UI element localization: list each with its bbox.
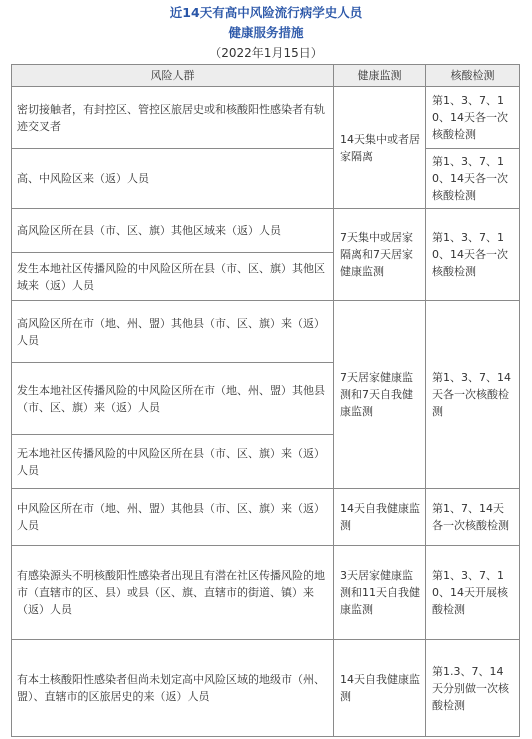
risk-group-cell: 发生本地社区传播风险的中风险区所在市（地、州、盟）其他县（市、区、旗）来（返）人员 xyxy=(12,363,334,435)
nucleic-acid-test-cell: 第1.3、7、14天分别做一次核酸检测 xyxy=(426,640,520,737)
risk-group-cell: 无本地社区传播风险的中风险区所在县（市、区、旗）来（返）人员 xyxy=(12,435,334,489)
table-row xyxy=(12,489,520,546)
risk-group-cell: 高风险区所在县（市、区、旗）其他区域来（返）人员 xyxy=(12,209,334,253)
column-header-health-monitoring: 健康监测 xyxy=(334,65,426,87)
nucleic-acid-test-cell: 第1、3、7、10、14天各一次核酸检测 xyxy=(426,209,520,301)
table-row xyxy=(12,546,520,640)
document-title-second-line: 健康服务措施 xyxy=(228,25,304,40)
risk-group-cell: 发生本地社区传播风险的中风险区所在县（市、区、旗）其他区域来（返）人员 xyxy=(12,253,334,301)
risk-group-cell: 高、中风险区来（返）人员 xyxy=(12,149,334,209)
health-monitoring-cell: 7天集中或居家隔离和7天居家健康监测 xyxy=(334,209,426,301)
health-monitoring-cell: 14天自我健康监测 xyxy=(334,640,426,737)
nucleic-acid-test-cell: 第1、3、7、10、14天各一次核酸检测 xyxy=(426,87,520,149)
table-header-row xyxy=(12,65,520,87)
health-monitoring-cell: 14天自我健康监测 xyxy=(334,489,426,546)
health-monitoring-cell: 3天居家健康监测和11天自我健康监测 xyxy=(334,546,426,640)
risk-group-cell: 高风险区所在市（地、州、盟）其他县（市、区、旗）来（返）人员 xyxy=(12,301,334,363)
column-header-nucleic-acid-test: 核酸检测 xyxy=(426,65,520,87)
table-row xyxy=(12,209,520,253)
nucleic-acid-test-cell: 第1、3、7、10、14天开展核酸检测 xyxy=(426,546,520,640)
nucleic-acid-test-cell: 第1、3、7、14天各一次核酸检测 xyxy=(426,301,520,489)
risk-group-cell: 有本土核酸阳性感染者但尚未划定高中风险区域的地级市（州、盟）、直辖市的区旅居史的来（返）人员 xyxy=(12,640,334,737)
table-row xyxy=(12,87,520,149)
health-measures-table xyxy=(11,64,520,737)
table-row xyxy=(12,640,520,737)
risk-group-cell: 有感染源头不明核酸阳性感染者出现且有潜在社区传播风险的地市（直辖市的区、县）或县（区、旗、直辖市的街道、镇）来（返）人员 xyxy=(12,546,334,640)
document-date: （2022年1月15日） xyxy=(209,46,323,60)
nucleic-acid-test-cell: 第1、7、14天各一次核酸检测 xyxy=(426,489,520,546)
table-row xyxy=(12,301,520,363)
risk-group-cell: 中风险区所在市（地、州、盟）其他县（市、区、旗）来（返）人员 xyxy=(12,489,334,546)
document-title: 近14天有高中风险流行病学史人员 xyxy=(169,5,363,20)
nucleic-acid-test-cell: 第1、3、7、10、14天各一次核酸检测 xyxy=(426,149,520,209)
table-row xyxy=(12,149,520,209)
risk-group-cell: 密切接触者，有封控区、管控区旅居史或和核酸阳性感染者有轨迹交叉者 xyxy=(12,87,334,149)
health-monitoring-cell: 7天居家健康监测和7天自我健康监测 xyxy=(334,301,426,489)
health-monitoring-cell: 14天集中或者居家隔离 xyxy=(334,87,426,209)
column-header-risk-group: 风险人群 xyxy=(12,65,334,87)
